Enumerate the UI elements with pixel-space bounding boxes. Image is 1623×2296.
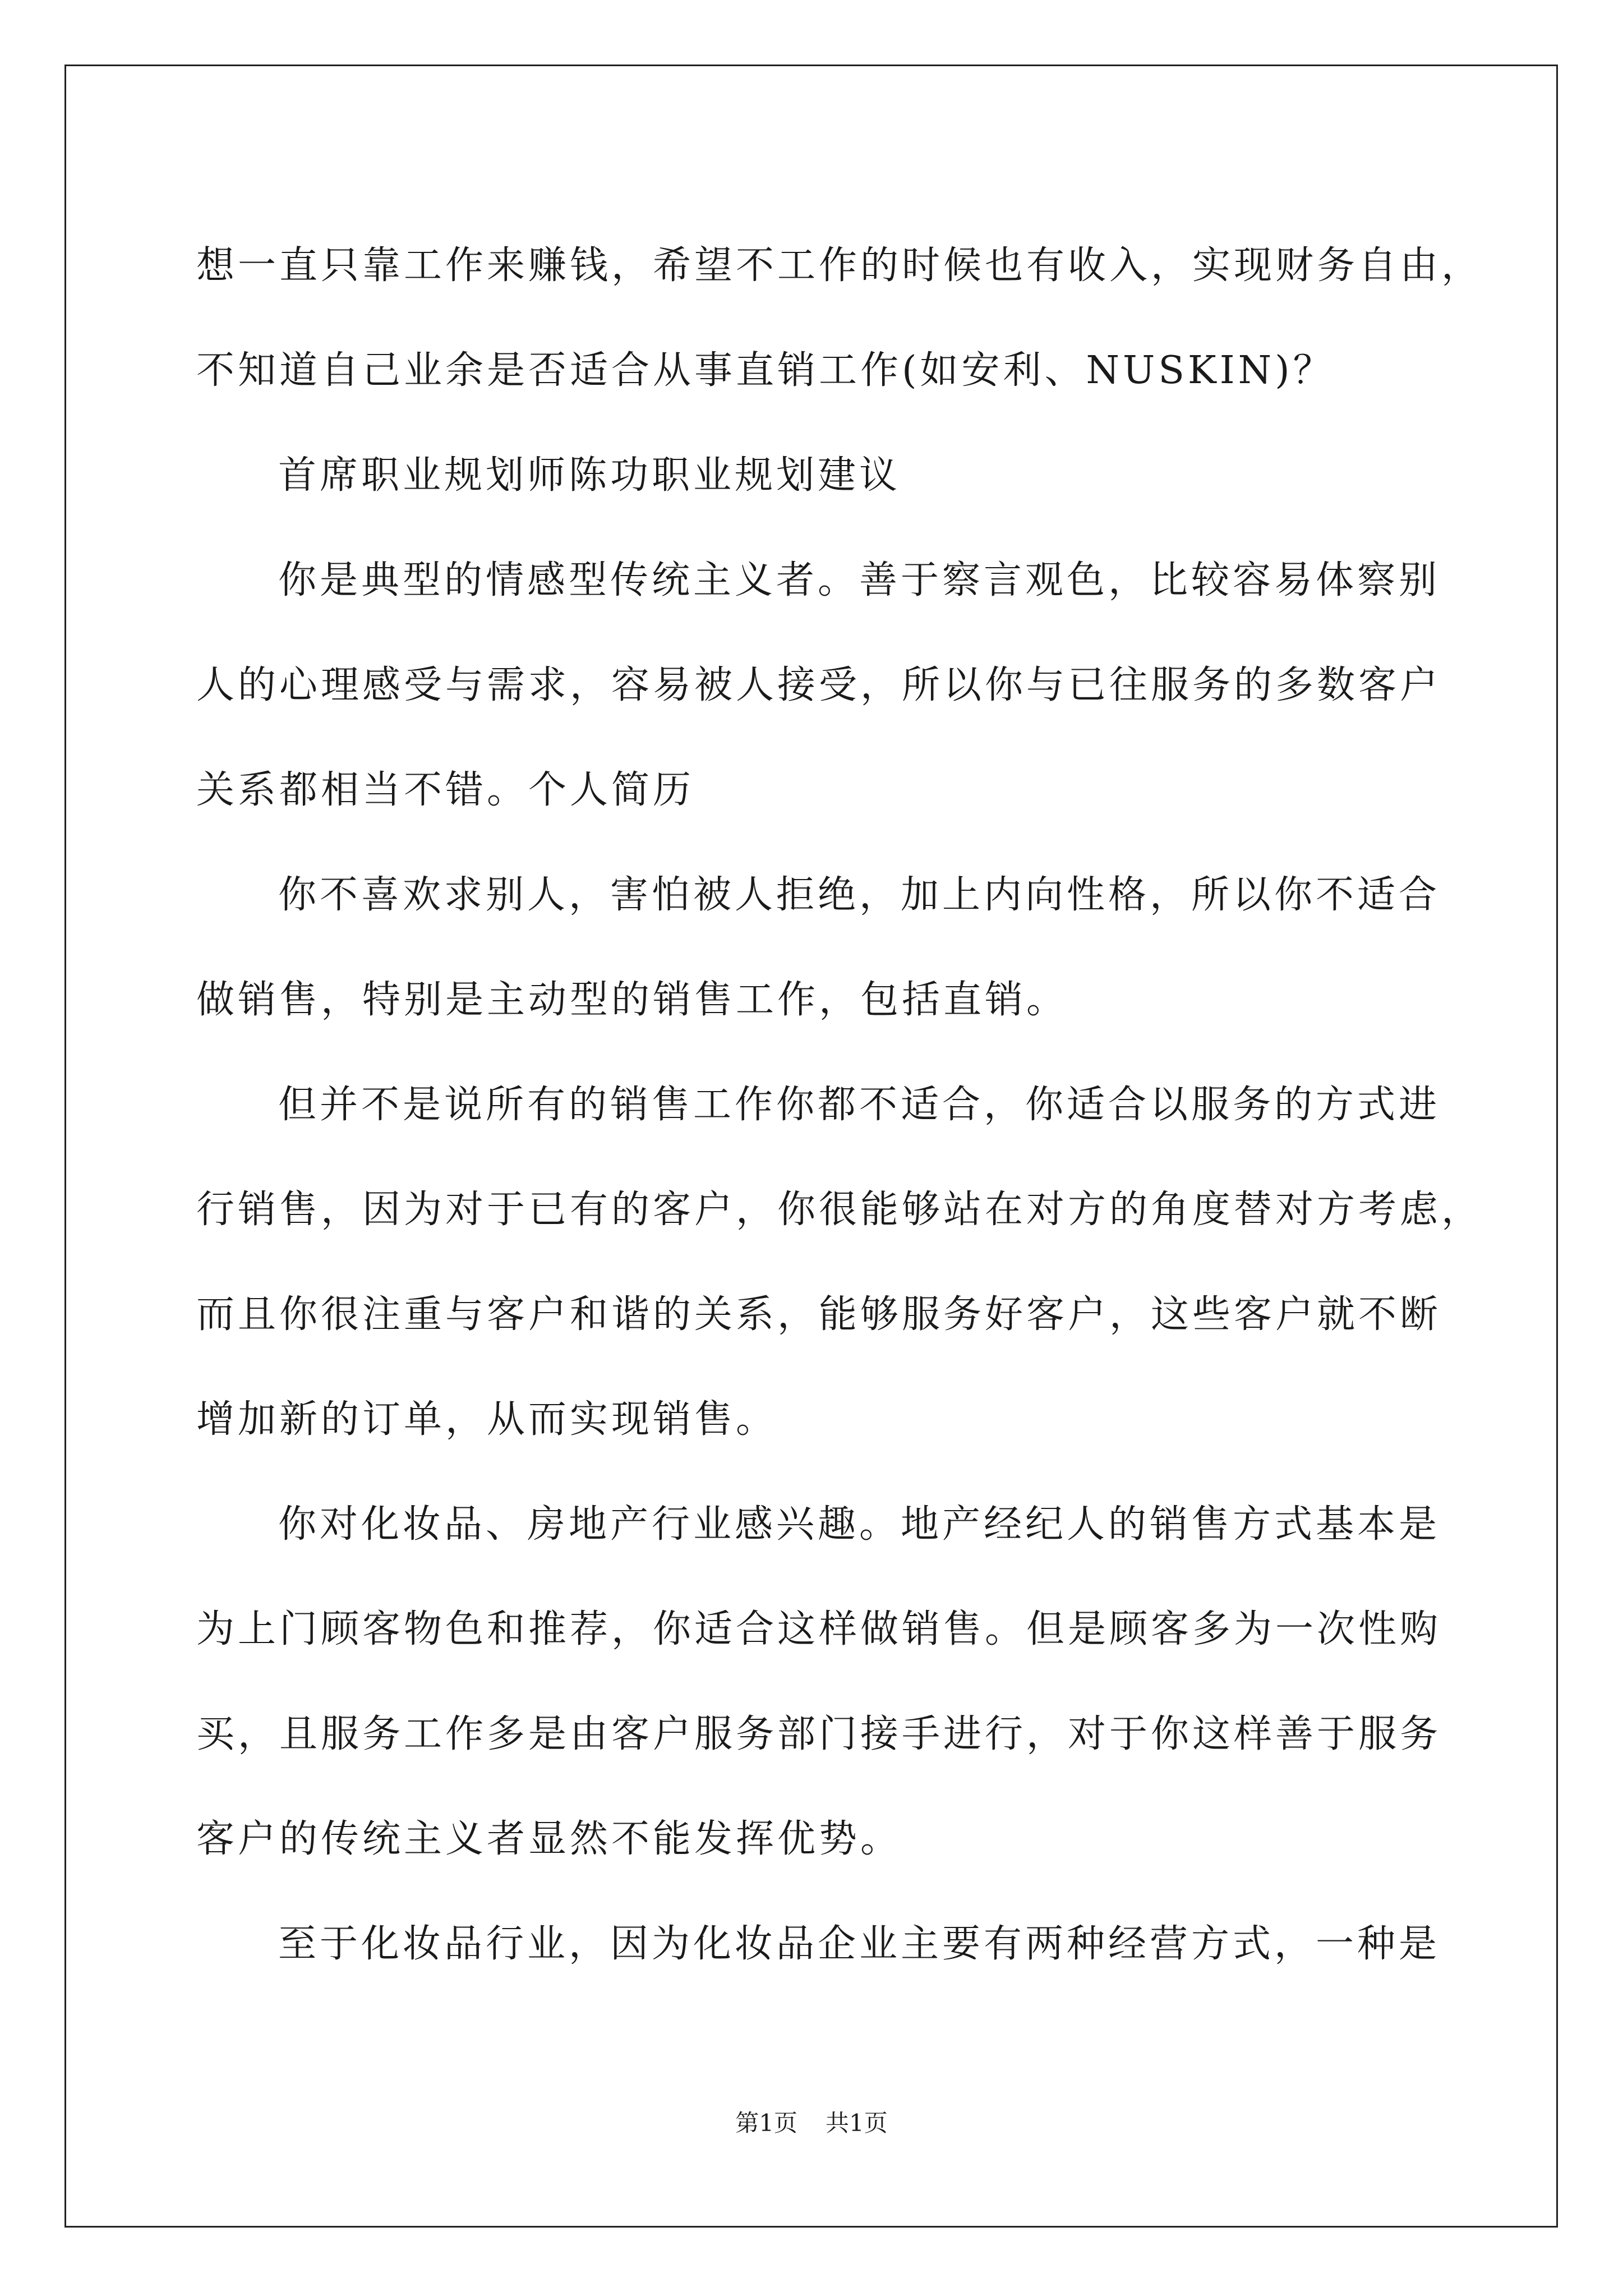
text-line: 做销售，特别是主动型的销售工作，包括直销。 — [196, 978, 1068, 1022]
text-line: 为上门顾客物色和推荐，你适合这样做销售。但是顾客多为一次性购 — [196, 1607, 1442, 1651]
paragraph-start: 但并不是说所有的销售工作你都不适合，你适合以服务的方式进 — [278, 1083, 1441, 1127]
text-line: 行销售，因为对于已有的客户，你很能够站在对方的角度替对方考虑， — [196, 1188, 1483, 1232]
text-line: 关系都相当不错。个人简历 — [196, 768, 695, 812]
paragraph-start: 你不喜欢求别人，害怕被人拒绝，加上内向性格，所以你不适合 — [278, 873, 1441, 917]
paragraph-start: 你是典型的情感型传统主义者。善于察言观色，比较容易体察别 — [278, 558, 1441, 602]
text-line: 增加新的订单，从而实现销售。 — [196, 1397, 778, 1442]
paragraph-start: 至于化妆品行业，因为化妆品企业主要有两种经营方式，一种是 — [278, 1922, 1441, 1966]
page-number: 第1页 — [735, 2109, 797, 2137]
text-line: 买，且服务工作多是由客户服务部门接手进行，对于你这样善于服务 — [196, 1712, 1442, 1756]
text-line: 而且你很注重与客户和谐的关系，能够服务好客户，这些客户就不断 — [196, 1292, 1442, 1337]
text-line: 人的心理感受与需求，容易被人接受，所以你与已往服务的多数客户 — [196, 663, 1442, 707]
paragraph-start: 你对化妆品、房地产行业感兴趣。地产经纪人的销售方式基本是 — [278, 1502, 1441, 1547]
text-line: 客户的传统主义者显然不能发挥优势。 — [196, 1817, 902, 1861]
text-line: 不知道自己业余是否适合从事直销工作(如安利、NUSKIN)？ — [196, 348, 1335, 393]
section-heading: 首席职业规划师陈功职业规划建议 — [278, 453, 901, 498]
page-footer — [0, 2106, 1623, 2140]
text-line: 想一直只靠工作来赚钱，希望不工作的时候也有收入，实现财务自由， — [196, 243, 1483, 288]
page-total: 共1页 — [826, 2109, 888, 2137]
document-body — [196, 213, 1483, 1996]
